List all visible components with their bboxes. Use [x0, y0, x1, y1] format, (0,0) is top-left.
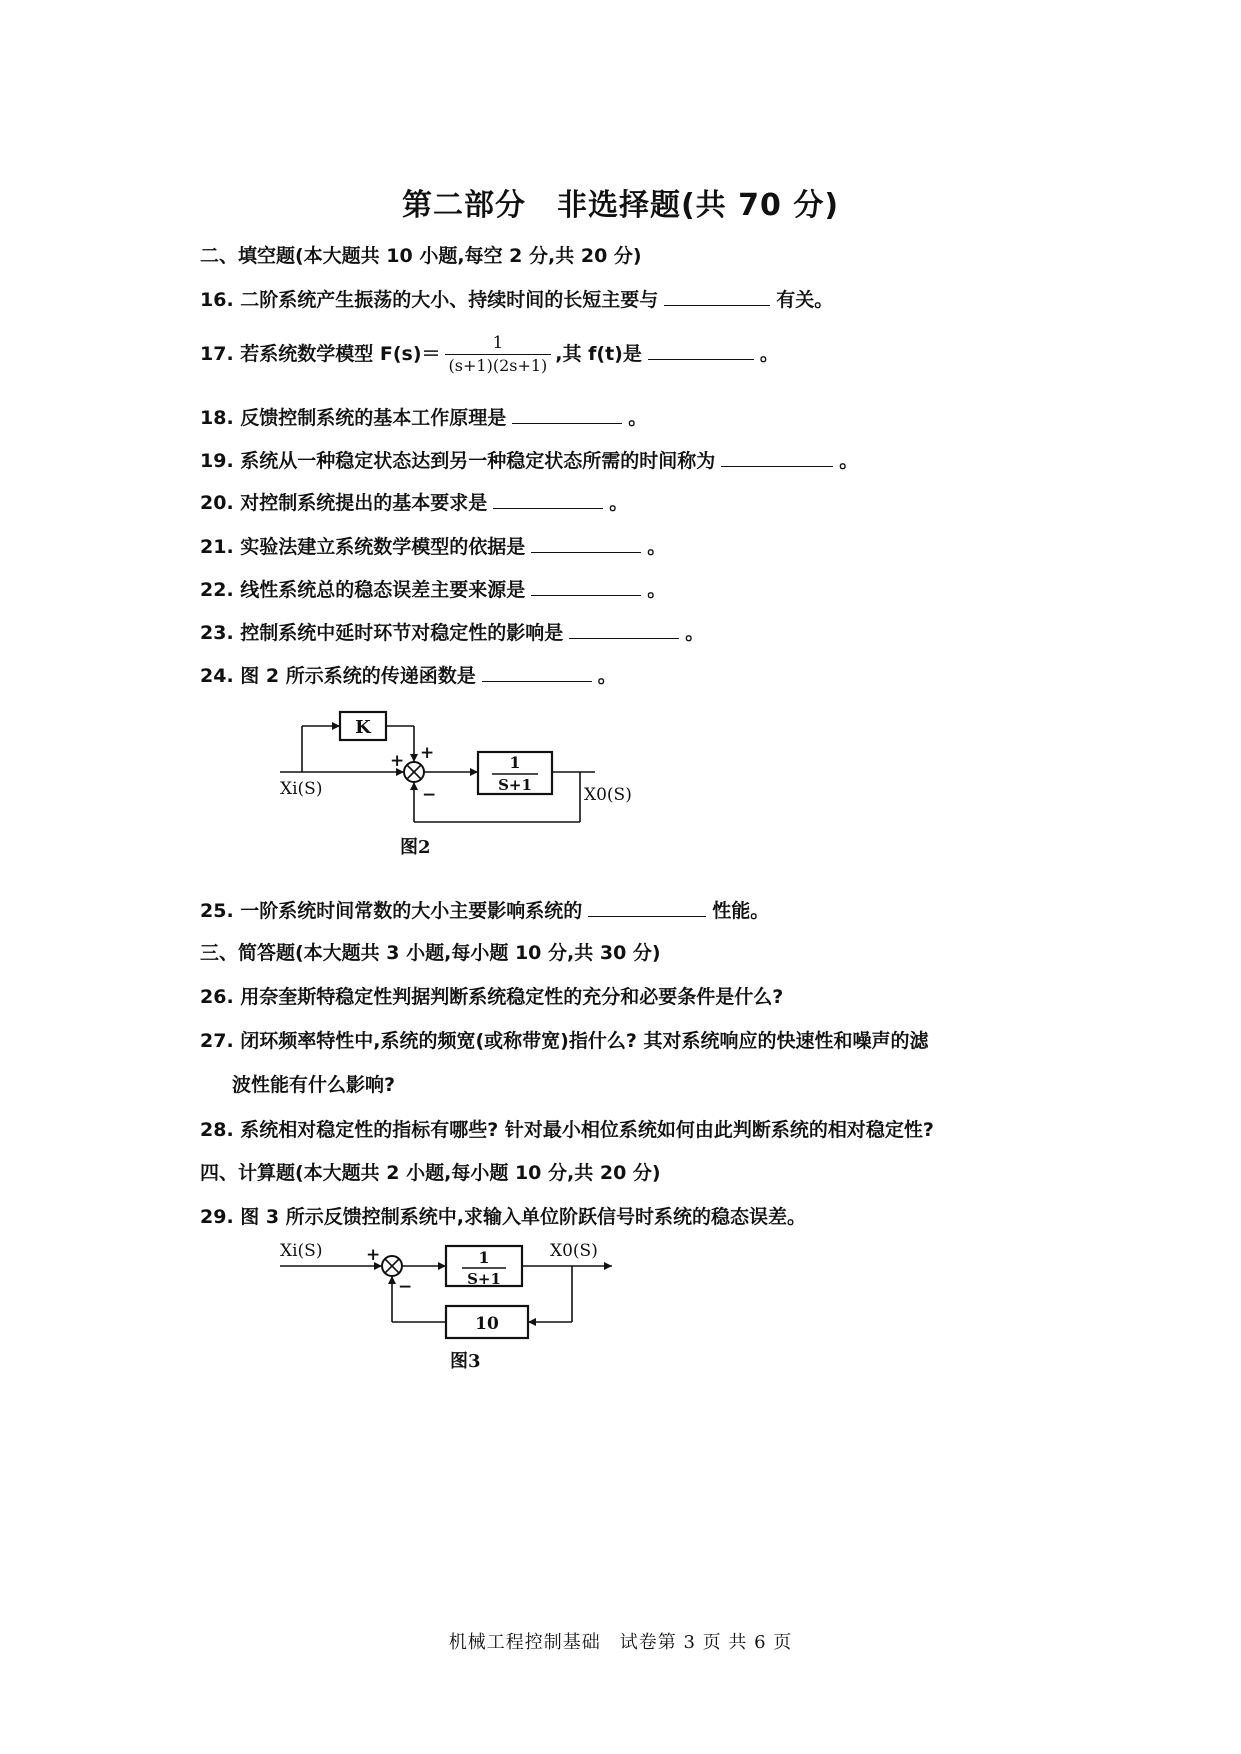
section-calculation: 四、计算题(本大题共 2 小题,每小题 10 分,共 20 分) [200, 1162, 661, 1184]
question-17-mid: ,其 f(t)是 [555, 343, 642, 365]
fig3-input-label: Xi(S) [280, 1241, 323, 1261]
answer-blank-18[interactable] [512, 405, 622, 424]
answer-blank-24[interactable] [482, 663, 592, 682]
question-25-tail: 性能。 [712, 900, 770, 922]
question-16 [200, 287, 833, 313]
answer-blank-17[interactable] [648, 341, 754, 360]
answer-blank-23[interactable] [569, 620, 679, 639]
question-16-text: 16. 二阶系统产生振荡的大小、持续时间的长短主要与 [200, 289, 659, 311]
question-18-text: 18. 反馈控制系统的基本工作原理是 [200, 407, 507, 429]
section-short-answer: 三、简答题(本大题共 3 小题,每小题 10 分,共 30 分) [200, 942, 661, 964]
question-29: 29. 图 3 所示反馈控制系统中,求输入单位阶跃信号时系统的稳态误差。 [200, 1206, 806, 1228]
question-23-tail: 。 [685, 622, 705, 644]
answer-blank-21[interactable] [531, 534, 641, 553]
question-24-tail: 。 [597, 665, 617, 687]
fig2-plus-top: + [420, 743, 435, 763]
answer-blank-22[interactable] [531, 577, 641, 596]
fig2-denominator: S+1 [498, 776, 532, 794]
fraction-numerator: 1 [445, 332, 552, 355]
fig2-caption: 图2 [400, 837, 431, 858]
fig3-output-label: X0(S) [550, 1241, 598, 1261]
page-title: 第二部分 非选择题(共 70 分) [401, 188, 840, 223]
question-25-text: 25. 一阶系统时间常数的大小主要影响系统的 [200, 900, 583, 922]
question-16-tail: 有关。 [776, 289, 834, 311]
fig3-minus: − [398, 1277, 413, 1297]
question-26: 26. 用奈奎斯特稳定性判据判断系统稳定性的充分和必要条件是什么? [200, 986, 784, 1008]
question-20 [200, 490, 628, 516]
fig2-numerator: 1 [509, 753, 521, 772]
question-22 [200, 577, 666, 603]
question-22-tail: 。 [647, 579, 667, 601]
fraction-denominator: (s+1)(2s+1) [448, 356, 548, 375]
question-24 [200, 663, 617, 689]
question-24-text: 24. 图 2 所示系统的传递函数是 [200, 665, 476, 687]
question-22-text: 22. 线性系统总的稳态误差主要来源是 [200, 579, 526, 601]
question-21 [200, 534, 666, 560]
fig2-gain-k: K [355, 717, 371, 738]
question-18 [200, 405, 647, 431]
question-17 [200, 332, 779, 377]
transfer-fraction [445, 332, 552, 377]
question-21-tail: 。 [647, 536, 667, 558]
fig3-numerator: 1 [478, 1248, 490, 1267]
question-23-text: 23. 控制系统中延时环节对稳定性的影响是 [200, 622, 564, 644]
answer-blank-19[interactable] [721, 448, 833, 467]
fig3-feedback-gain: 10 [475, 1314, 499, 1334]
fig3-caption: 图3 [450, 1351, 481, 1372]
question-20-text: 20. 对控制系统提出的基本要求是 [200, 492, 488, 514]
question-17-tail: 。 [759, 343, 779, 365]
question-19-text: 19. 系统从一种稳定状态达到另一种稳定状态所需的时间称为 [200, 450, 716, 472]
fig2-plus-left: + [390, 751, 405, 771]
question-20-tail: 。 [609, 492, 629, 514]
question-27: 27. 闭环频率特性中,系统的频宽(或称带宽)指什么? 其对系统响应的快速性和噪声的滤 [200, 1030, 929, 1052]
fig3-denominator: S+1 [467, 1270, 501, 1288]
figure-3-block-diagram [280, 1236, 620, 1376]
figure-2-block-diagram [280, 710, 700, 860]
question-28: 28. 系统相对稳定性的指标有哪些? 针对最小相位系统如何由此判断系统的相对稳定性? [200, 1119, 934, 1141]
fig2-input-label: Xi(S) [280, 779, 323, 799]
page-footer: 机械工程控制基础 试卷第 3 页 共 6 页 [448, 1632, 793, 1653]
question-21-text: 21. 实验法建立系统数学模型的依据是 [200, 536, 526, 558]
question-19-tail: 。 [839, 450, 859, 472]
question-19 [200, 448, 858, 474]
answer-blank-25[interactable] [588, 898, 706, 917]
question-25 [200, 898, 769, 924]
answer-blank-20[interactable] [493, 490, 603, 509]
answer-blank-16[interactable] [664, 287, 770, 306]
question-17-text: 17. 若系统数学模型 F(s)＝ [200, 343, 441, 365]
fig3-plus: + [366, 1245, 381, 1265]
question-23 [200, 620, 704, 646]
section-fill-in: 二、填空题(本大题共 10 小题,每空 2 分,共 20 分) [200, 245, 642, 267]
fig2-minus: − [422, 785, 437, 805]
question-27-continued: 波性能有什么影响? [232, 1074, 396, 1096]
question-18-tail: 。 [628, 407, 648, 429]
fig2-output-label: X0(S) [584, 785, 632, 805]
